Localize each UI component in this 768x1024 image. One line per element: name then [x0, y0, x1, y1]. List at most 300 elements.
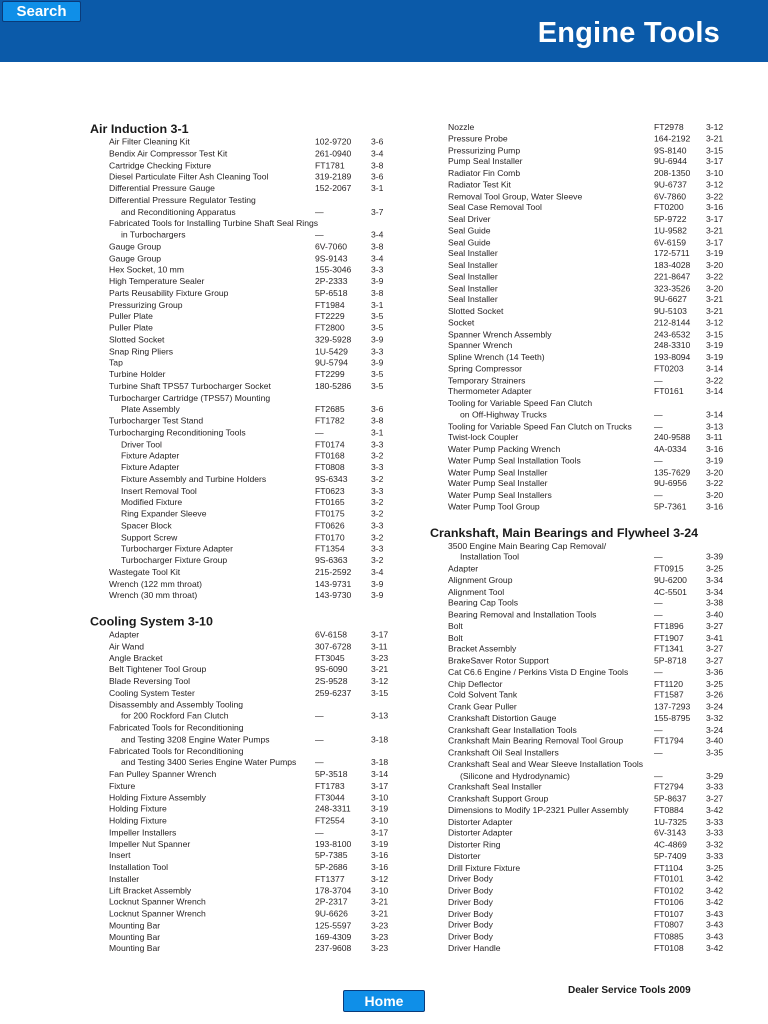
tool-name: Belt Tightener Tool Group [109, 664, 207, 675]
tool-name: Water Pump Seal Installer [448, 467, 548, 477]
tool-name: Modified Fixture [121, 497, 183, 508]
tool-name: Cold Solvent Tank [448, 689, 518, 700]
tool-row [91, 816, 391, 828]
tool-name: Differential Pressure Regulator Testing [109, 194, 256, 205]
page-ref: 3-14 [706, 386, 724, 397]
part-number: 125-5597 [315, 920, 352, 931]
tool-row [430, 272, 730, 284]
tool-name: Wrench (122 mm throat) [109, 578, 202, 589]
page-ref: 3-34 [706, 586, 724, 597]
tool-row [91, 920, 391, 932]
tool-name: Cat C6.6 Engine / Perkins Vista D Engine Tools [448, 666, 629, 677]
tool-name: Crank Gear Puller [448, 701, 517, 712]
search-button[interactable]: Search [2, 1, 81, 22]
tool-row [430, 318, 730, 330]
tool-row [430, 563, 730, 575]
tool-name: Holding Fixture Assembly [109, 792, 206, 803]
part-number: 2S-9528 [315, 676, 348, 686]
tool-name: Pressurizing Group [109, 299, 183, 310]
page-ref: 3-22 [706, 191, 724, 201]
part-number: 9U-6627 [654, 294, 687, 305]
page-ref: 3-32 [706, 839, 724, 850]
tool-row [430, 145, 730, 157]
tool-row [430, 920, 730, 932]
tool-row [430, 747, 730, 759]
page-ref: 3-9 [371, 276, 384, 287]
part-number: FT0884 [654, 804, 684, 815]
page-ref: 3-21 [706, 306, 724, 316]
tool-name: Mounting Bar [109, 931, 161, 942]
tool-name: Driver Body [448, 908, 493, 919]
page-ref: 3-16 [371, 850, 389, 861]
part-number: FT0200 [654, 202, 684, 213]
page-ref: 3-32 [706, 712, 724, 723]
section-heading: Crankshaft, Main Bearings and Flywheel 3-24 [430, 525, 699, 540]
tool-name: Turbine Shaft TPS57 Turbocharger Socket [109, 380, 271, 391]
page-ref: 3-17 [371, 780, 389, 791]
part-number: 6V-6158 [315, 629, 348, 640]
page-ref: 3-2 [371, 497, 384, 508]
tool-name: Turbocharger Cartridge (TPS57) Mounting [109, 392, 271, 403]
page-ref: 3-17 [706, 214, 724, 224]
page-ref: 3-14 [706, 363, 724, 374]
tool-row [430, 621, 730, 633]
page-ref: 3-21 [371, 664, 389, 675]
section-heading: Cooling System 3-10 [90, 614, 213, 629]
tool-row [91, 218, 391, 230]
tool-row [91, 369, 391, 381]
page-ref: 3-43 [706, 931, 724, 942]
page-ref: 3-33 [706, 850, 724, 861]
tool-row [91, 555, 391, 567]
tool-name: Impeller Nut Spanner [109, 838, 191, 849]
tool-name: Seal Installer [448, 294, 498, 305]
tool-name: Fabricated Tools for Reconditioning [109, 745, 244, 756]
part-number: — [654, 609, 663, 620]
tool-name: Distorter Adapter [448, 827, 513, 838]
tool-row [430, 816, 730, 828]
page-ref: 3-12 [706, 122, 724, 132]
tool-row [430, 932, 730, 944]
page-ref: 3-9 [371, 357, 384, 368]
part-number: 323-3526 [654, 283, 691, 293]
part-number: FT0623 [315, 485, 345, 496]
part-number: 9U-6956 [654, 478, 687, 489]
tool-row [91, 769, 391, 781]
tool-name: Fixture Adapter [121, 462, 180, 473]
part-number: FT2794 [654, 781, 684, 792]
page-ref: 3-12 [706, 317, 724, 328]
page-ref: 3-4 [371, 229, 384, 240]
part-number: 4A-0334 [654, 444, 687, 454]
part-number: FT3044 [315, 792, 345, 803]
part-number: FT2229 [315, 311, 345, 322]
page-ref: 3-23 [371, 920, 389, 931]
page-ref: 3-23 [371, 931, 389, 942]
tool-name: and Testing 3400 Series Engine Water Pumps [121, 757, 297, 768]
part-number: 164-2192 [654, 133, 691, 144]
page-ref: 3-4 [371, 253, 384, 263]
tool-row [430, 364, 730, 376]
page-ref: 3-6 [371, 404, 384, 415]
page-ref: 3-5 [371, 311, 384, 322]
tool-name: Blade Reversing Tool [109, 676, 191, 686]
tool-name: Bolt [448, 620, 463, 631]
tool-name: Pressure Probe [448, 133, 508, 144]
tool-row [430, 122, 730, 134]
tool-row [91, 630, 391, 642]
part-number: 9U-6944 [654, 156, 687, 167]
page-ref: 3-10 [371, 792, 389, 803]
tool-row [91, 462, 391, 474]
tool-name: Locknut Spanner Wrench [109, 908, 206, 919]
tool-row [91, 183, 391, 195]
page-ref: 3-40 [706, 735, 724, 746]
tool-name: Air Filter Cleaning Kit [109, 136, 190, 147]
part-number: 248-3310 [654, 340, 691, 351]
part-number: 6V-7860 [654, 191, 687, 201]
page-ref: 3-2 [371, 508, 384, 519]
tool-row [430, 575, 730, 587]
part-number: FT1782 [315, 415, 345, 426]
part-number: FT0102 [654, 885, 684, 896]
tool-row [430, 444, 730, 456]
part-number: — [315, 427, 324, 438]
part-number: FT0168 [315, 450, 345, 461]
tool-row [91, 909, 391, 921]
part-number: 6V-6159 [654, 237, 687, 247]
part-number: 6V-3143 [654, 827, 687, 838]
tool-row [91, 544, 391, 556]
part-number: 102-9720 [315, 136, 352, 147]
tool-row [430, 306, 730, 318]
part-number: 215-2592 [315, 566, 352, 577]
tool-row [430, 839, 730, 851]
page-ref: 3-42 [706, 943, 724, 953]
tool-row [430, 214, 730, 226]
tool-row [91, 288, 391, 300]
page-ref: 3-21 [706, 294, 724, 305]
tool-name: and Testing 3208 Engine Water Pumps [121, 734, 270, 745]
tool-row [430, 909, 730, 921]
tool-name: Crankshaft Seal and Wear Sleeve Installation Tools [448, 758, 644, 769]
tool-row [430, 655, 730, 667]
page-ref: 3-29 [706, 770, 724, 781]
tool-row [91, 427, 391, 439]
tool-row [430, 782, 730, 794]
tool-row [91, 451, 391, 463]
tool-row [91, 699, 391, 711]
tool-name: Fixture [109, 780, 136, 791]
tool-name: Diesel Particulate Filter Ash Cleaning Tool [109, 171, 269, 182]
tool-row [430, 724, 730, 736]
tool-row [91, 897, 391, 909]
tool-row [91, 276, 391, 288]
page-ref: 3-21 [371, 896, 389, 907]
part-number: FT3045 [315, 652, 345, 663]
page-ref: 3-22 [706, 375, 724, 385]
tool-row [91, 532, 391, 544]
part-number: — [654, 551, 663, 562]
tool-name: (Silicone and Hydrodynamic) [460, 770, 570, 781]
home-button[interactable]: Home [343, 990, 425, 1012]
tool-name: Gauge Group [109, 253, 162, 263]
page-title: Engine Tools [537, 17, 720, 49]
page-ref: 3-7 [371, 206, 384, 217]
page-ref: 3-21 [371, 908, 389, 919]
page-ref: 3-4 [371, 566, 384, 577]
part-number: 4C-5501 [654, 586, 687, 597]
page-ref: 3-34 [706, 574, 724, 585]
tool-name: Drill Fixture Fixture [448, 862, 521, 873]
page-ref: 3-25 [706, 862, 724, 873]
part-number: FT1587 [654, 689, 684, 700]
tool-name: Cartridge Checking Fixture [109, 160, 212, 170]
tool-name: Water Pump Seal Installer [448, 478, 548, 489]
page-ref: 3-19 [706, 248, 724, 259]
tool-name: Puller Plate [109, 322, 153, 333]
page-ref: 3-16 [706, 501, 724, 512]
page-ref: 3-8 [371, 415, 384, 426]
part-number: — [654, 597, 663, 608]
page-ref: 3-27 [706, 655, 724, 666]
tool-name: Alignment Tool [448, 586, 505, 597]
part-number: — [654, 490, 663, 500]
tool-row [91, 664, 391, 676]
tool-row [91, 416, 391, 428]
page-ref: 3-9 [371, 334, 384, 345]
tool-row [430, 713, 730, 725]
part-number: FT1120 [654, 678, 683, 689]
tool-row [91, 253, 391, 265]
part-number: FT1907 [654, 632, 684, 643]
part-number: 259-6237 [315, 687, 352, 698]
page-ref: 3-8 [371, 241, 384, 252]
tool-row [91, 300, 391, 312]
tool-name: Driver Body [448, 874, 493, 884]
page-ref: 3-3 [371, 462, 384, 473]
tool-name: Puller Plate [109, 311, 153, 322]
part-number: 5P-2686 [315, 862, 348, 872]
tool-row [430, 249, 730, 261]
part-number: — [315, 710, 324, 721]
page-ref: 3-20 [706, 260, 724, 270]
part-number: FT0885 [654, 931, 684, 942]
page-ref: 3-42 [706, 804, 724, 815]
part-number: 152-2067 [315, 183, 352, 194]
part-number: 1U-7325 [654, 816, 687, 827]
page-ref: 3-12 [371, 873, 389, 884]
tool-row [430, 329, 730, 341]
page-ref: 3-17 [706, 156, 724, 167]
part-number: 261-0940 [315, 148, 352, 159]
part-number: 2P-2317 [315, 896, 348, 907]
tool-row [91, 688, 391, 700]
tool-name: Seal Installer [448, 271, 498, 282]
tool-row [430, 862, 730, 874]
page-ref: 3-16 [706, 444, 724, 454]
tool-name: Spring Compressor [448, 363, 523, 374]
tool-name: Locknut Spanner Wrench [109, 896, 206, 907]
tool-row [91, 850, 391, 862]
part-number: 243-6532 [654, 329, 691, 339]
tool-row [430, 421, 730, 433]
page-ref: 3-3 [371, 485, 384, 496]
page-ref: 3-33 [706, 827, 724, 838]
part-number: 9S-6090 [315, 664, 348, 675]
part-number: FT1781 [315, 160, 345, 170]
tool-name: Support Screw [121, 532, 178, 542]
tool-name: and Reconditioning Apparatus [121, 206, 236, 217]
tool-row [91, 160, 391, 172]
page-ref: 3-10 [371, 885, 389, 896]
part-number: 221-8647 [654, 271, 691, 282]
tool-row [91, 230, 391, 242]
part-number: 4C-4869 [654, 839, 687, 850]
tool-row [430, 191, 730, 203]
tool-row [430, 943, 730, 955]
page-ref: 3-1 [371, 183, 384, 194]
page-ref: 3-36 [706, 666, 724, 677]
tool-name: Thermometer Adapter [448, 386, 532, 397]
tool-name: Disassembly and Assembly Tooling [109, 699, 244, 710]
tool-row [430, 851, 730, 863]
part-number: 180-5286 [315, 380, 352, 391]
part-number: 208-1350 [654, 168, 691, 178]
tool-name: Tooling for Variable Speed Fan Clutch on Trucks [448, 421, 632, 431]
tool-row [430, 168, 730, 180]
tool-row [91, 520, 391, 532]
part-number: FT2685 [315, 404, 345, 415]
part-number: FT2800 [315, 322, 345, 333]
tool-row [430, 456, 730, 468]
tool-name: Bracket Assembly [448, 643, 517, 654]
page-ref: 3-2 [371, 532, 384, 542]
part-number: 237-9608 [315, 943, 352, 954]
part-number: 5P-6518 [315, 287, 348, 298]
tool-name: Removal Tool Group, Water Sleeve [448, 191, 583, 201]
tool-name: Crankshaft Seal Installer [448, 781, 542, 792]
tool-name: Socket [448, 317, 475, 328]
tool-name: Twist-lock Coupler [448, 432, 519, 443]
tool-row [91, 862, 391, 874]
tool-name: Bearing Removal and Installation Tools [448, 609, 597, 620]
tool-row [430, 237, 730, 249]
part-number: 193-8100 [315, 838, 352, 849]
part-number: 212-8144 [654, 317, 691, 328]
tool-name: Temporary Strainers [448, 375, 526, 385]
tool-row [430, 690, 730, 702]
page-ref: 3-35 [706, 747, 724, 758]
page-ref: 3-12 [371, 676, 389, 686]
page-ref: 3-38 [706, 597, 724, 608]
tool-name: BrakeSaver Rotor Support [448, 655, 549, 666]
tool-name: Bearing Cap Tools [448, 597, 519, 608]
tool-name: Mounting Bar [109, 943, 161, 954]
tool-row [91, 358, 391, 370]
part-number: 9S-8140 [654, 145, 687, 155]
part-number: 9U-6737 [654, 179, 687, 190]
page-ref: 3-42 [706, 897, 724, 907]
tool-row [430, 410, 730, 422]
tool-row [91, 839, 391, 851]
part-number: 5P-8718 [654, 655, 687, 666]
page-ref: 3-1 [371, 427, 384, 438]
tool-name: 3500 Engine Main Bearing Cap Removal/ [448, 540, 607, 551]
page-ref: 3-14 [371, 769, 389, 779]
page-ref: 3-4 [371, 148, 384, 159]
tool-name: Adapter [448, 563, 479, 574]
tool-name: Distorter [448, 850, 481, 861]
tool-row [91, 711, 391, 723]
tool-row [430, 479, 730, 491]
page-ref: 3-20 [706, 283, 724, 293]
tool-row [430, 552, 730, 564]
page-ref: 3-21 [706, 225, 724, 236]
tool-name: Wrench (30 mm throat) [109, 590, 198, 601]
part-number: FT0165 [315, 497, 345, 508]
page-ref: 3-3 [371, 543, 384, 554]
part-number: 9S-6343 [315, 473, 348, 484]
tool-name: Insert [109, 850, 131, 861]
page-ref: 3-40 [706, 609, 724, 620]
page-ref: 3-19 [706, 340, 724, 351]
part-number: FT0174 [315, 439, 345, 449]
tool-name: Seal Installer [448, 260, 498, 270]
page-ref: 3-39 [706, 551, 724, 562]
tool-row [91, 137, 391, 149]
tool-name: Holding Fixture [109, 815, 167, 826]
part-number: 169-4309 [315, 931, 352, 942]
page-ref: 3-20 [706, 490, 724, 500]
page-ref: 3-5 [371, 322, 384, 333]
tool-row [91, 827, 391, 839]
part-number: — [315, 734, 324, 745]
part-number: FT1794 [654, 735, 684, 746]
tool-name: Nozzle [448, 122, 475, 132]
tool-name: Tooling for Variable Speed Fan Clutch [448, 398, 593, 408]
tool-row [430, 295, 730, 307]
tool-row [91, 148, 391, 160]
tool-row [430, 632, 730, 644]
part-number: 2P-2333 [315, 276, 348, 287]
tool-name: Spanner Wrench [448, 340, 513, 351]
page-ref: 3-26 [706, 689, 724, 700]
tool-row [91, 241, 391, 253]
page-ref: 3-27 [706, 793, 724, 804]
part-number: FT0106 [654, 897, 684, 907]
tool-name: Turbocharger Test Stand [109, 415, 204, 426]
tool-row [430, 828, 730, 840]
page-ref: 3-3 [371, 346, 384, 356]
part-number: 9U-6626 [315, 908, 348, 919]
tool-row [430, 805, 730, 817]
page-ref: 3-22 [706, 478, 724, 489]
part-number: FT1896 [654, 620, 684, 631]
tool-name: Slotted Socket [448, 306, 504, 316]
tool-name: Pressurizing Pump [448, 145, 521, 155]
tool-name: Tap [109, 357, 123, 368]
tool-name: Wastegate Tool Kit [109, 566, 181, 577]
part-number: FT0203 [654, 363, 684, 374]
page-ref: 3-15 [371, 687, 389, 698]
tool-row [91, 746, 391, 758]
part-number: FT1341 [654, 643, 684, 654]
tool-name: Fabricated Tools for Reconditioning [109, 722, 244, 733]
page-ref: 3-43 [706, 908, 724, 919]
tool-name: Seal Installer [448, 283, 498, 293]
tool-name: Radiator Test Kit [448, 179, 511, 190]
